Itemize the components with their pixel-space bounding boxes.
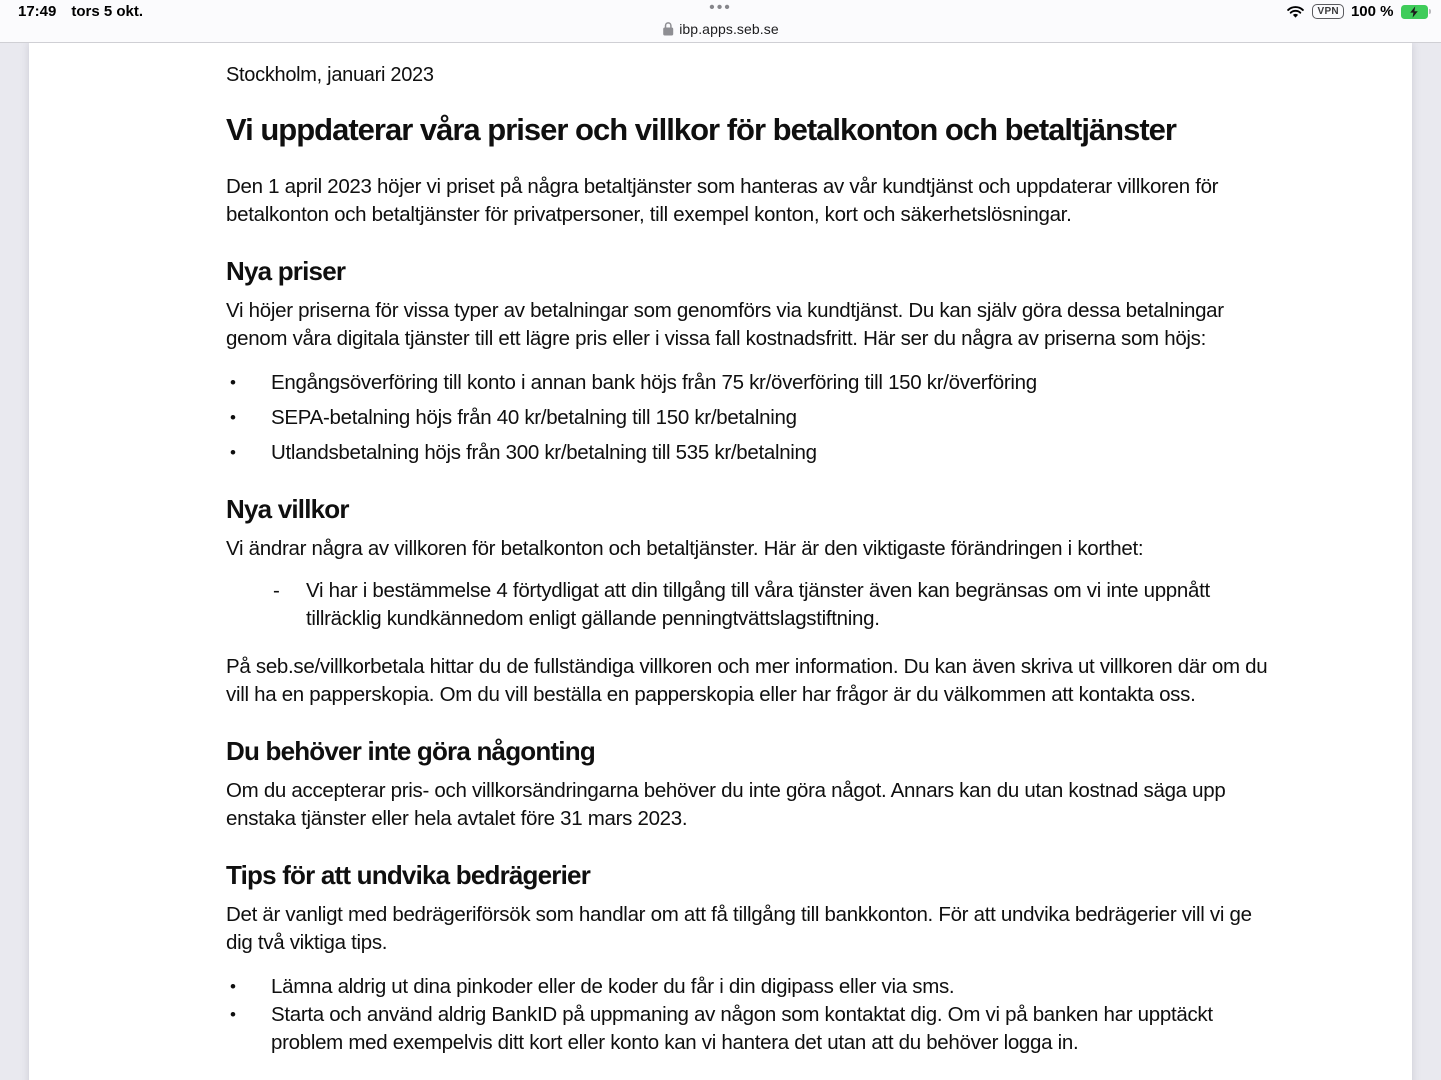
- vpn-badge: VPN: [1312, 4, 1343, 19]
- page-background: [0, 43, 1441, 1080]
- section-heading-nya-villkor: Nya villkor: [226, 493, 349, 524]
- section-heading-ingen-atgard: Du behöver inte göra någonting: [226, 735, 595, 766]
- list-item: • Engångsöverföring till konto i annan bank höjs från 75 kr/överföring till 150 kr/överföring: [226, 369, 1271, 397]
- dash-list-item: - Vi har i bestämmelse 4 förtydligat att din tillgång till våra tjänster även kan begränsas om vi inte uppnått tillräcklig kundkännedom enligt gällande penningtvättslagstiftning.: [273, 577, 1268, 633]
- clock: 17:49: [18, 3, 57, 20]
- status-date: tors 5 okt.: [71, 3, 144, 20]
- section-body: Vi höjer priserna för vissa typer av betalningar som genomförs via kundtjänst. Du kan själv göra dessa betalningar genom våra digitala tjänster till ett lägre pris eller i vissa fall kostnadsfritt. Här ser du några av priserna som höjs:: [226, 298, 1224, 350]
- bullet-icon: •: [230, 442, 236, 462]
- battery-charging-icon: [1401, 5, 1432, 19]
- fraud-tips-list: [226, 973, 1271, 1057]
- battery-percent: 100 %: [1350, 3, 1394, 20]
- section-body: Om du accepterar pris- och villkorsändringarna behöver du inte göra något. Annars kan du utan kostnad säga upp enstaka tjänster eller hela avtalet före 31 mars 2023.: [226, 778, 1226, 830]
- list-item: • Lämna aldrig ut dina pinkoder eller de koder du får i din digipass eller via sms.: [226, 973, 1271, 1001]
- status-right: [1286, 3, 1431, 20]
- lock-icon: [662, 22, 673, 36]
- terms-info-paragraph: På seb.se/villkorbetala hittar du de fullständiga villkoren och mer information. Du kan även skriva ut villkoren där om du vill ha en papperskopia. Om du vill beställa en papperskopia eller har frågor är du välkommen att kontakta oss.: [226, 654, 1268, 706]
- tab-overflow-icon[interactable]: •••: [709, 0, 732, 16]
- section-body: Vi ändrar några av villkoren för betalkonton och betaltjänster. Här är den viktigaste förändringen i korthet:: [226, 536, 1144, 560]
- section-heading-tips: Tips för att undvika bedrägerier: [226, 859, 591, 890]
- list-item: • Starta och använd aldrig BankID på uppmaning av någon som kontaktat dig. Om vi på banken har upptäckt problem med exempelvis ditt kort eller konto kan vi hantera det utan att du behöver logga in.: [226, 1001, 1271, 1057]
- list-item: • Utlandsbetalning höjs från 300 kr/betalning till 535 kr/betalning: [226, 439, 1271, 467]
- intro-paragraph: Den 1 april 2023 höjer vi priset på några betaltjänster som hanteras av vår kundtjänst och uppdaterar villkoren för betalkonton och betaltjänster för privatpersoner, till exempel konton, kort och säkerhetslösningar.: [226, 174, 1219, 226]
- bullet-icon: •: [230, 407, 236, 427]
- status-left: [18, 3, 143, 20]
- bullet-icon: •: [230, 1004, 236, 1024]
- page-title: Vi uppdaterar våra priser och villkor för betalkonton och betaltjänster: [226, 112, 1176, 147]
- document-page: [29, 43, 1412, 1080]
- url-bar[interactable]: [662, 21, 779, 37]
- dateline: Stockholm, januari 2023: [226, 64, 434, 86]
- list-item: • SEPA-betalning höjs från 40 kr/betalning till 150 kr/betalning: [226, 404, 1271, 432]
- browser-chrome: [0, 0, 1441, 43]
- dash-icon: -: [273, 578, 280, 602]
- price-bullet-list: [226, 369, 1271, 467]
- section-heading-nya-priser: Nya priser: [226, 255, 346, 286]
- bullet-icon: •: [230, 976, 236, 996]
- section-body: Det är vanligt med bedrägeriförsök som handlar om att få tillgång till bankkonton. För att undvika bedrägerier vill vi ge dig två viktiga tips.: [226, 902, 1252, 954]
- bullet-icon: •: [230, 372, 236, 392]
- document-body: [29, 43, 1412, 1080]
- wifi-icon: [1286, 5, 1305, 19]
- url-text: ibp.apps.seb.se: [679, 21, 779, 37]
